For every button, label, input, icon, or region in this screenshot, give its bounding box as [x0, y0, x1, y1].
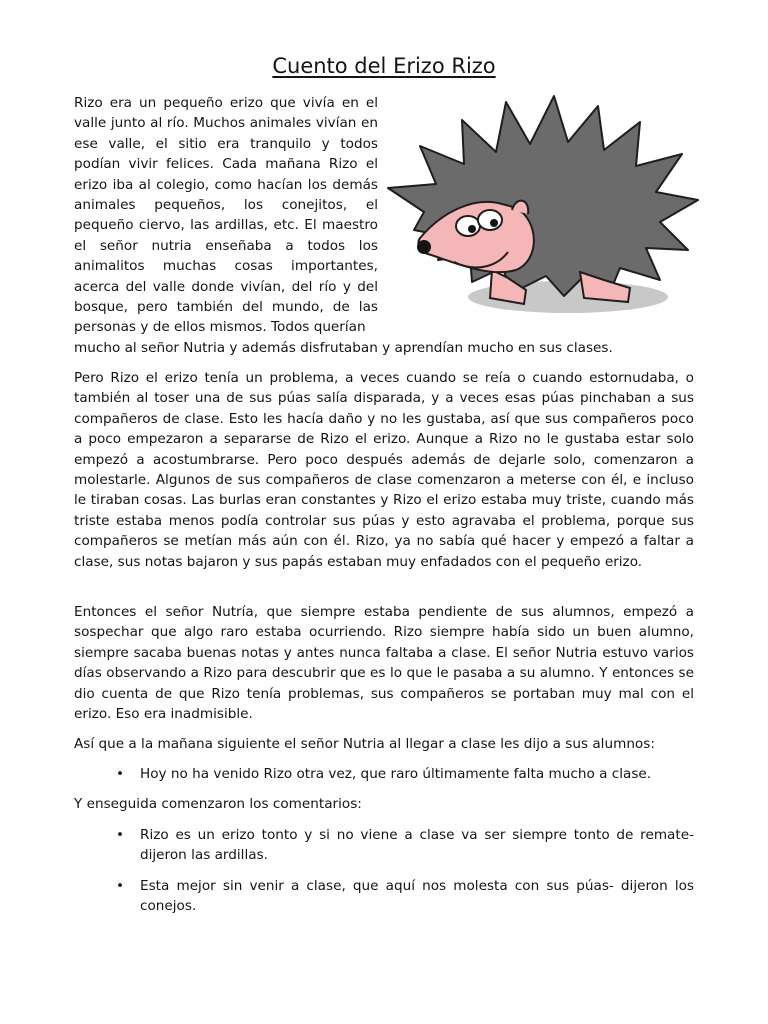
- bullet-icon: •: [116, 827, 125, 843]
- hedgehog-eye-left: [456, 216, 480, 236]
- hedgehog-nose: [417, 240, 431, 254]
- hedgehog-spines: [388, 96, 698, 296]
- hedgehog-pupil-right: [490, 219, 498, 227]
- paragraph-intro-continued: mucho al señor Nutria y además disfrutaban y aprendían mucho en sus clases.: [74, 340, 613, 356]
- hedgehog-illustration: [384, 92, 700, 314]
- list-item-text: Hoy no ha venido Rizo otra vez, que raro últimamente falta mucho a clase.: [140, 766, 652, 782]
- hedgehog-pupil-left: [468, 225, 476, 233]
- list-item: [116, 764, 694, 784]
- bullet-icon: •: [116, 878, 125, 894]
- hedgehog-eye-right: [478, 210, 502, 230]
- list-item-text: Rizo es un erizo tonto y si no viene a clase va ser siempre tonto de remate- dijeron las ardillas.: [140, 827, 694, 864]
- paragraph-intro: Rizo era un pequeño erizo que vivía en el valle junto al río. Muchos animales vivían en ese valle, el sitio era tranquilo y todos podían vivir felices. Cada mañana Rizo el erizo iba al colegio, como hacían los demás animales pequeños, los conejitos, el pequeño ciervo, las ardillas, etc. El maestro el señor nutria enseñaba a todos los animalitos muchas cosas importantes, acerca del valle donde vivían, del río y del bosque, pero también del mundo, de las personas y de ellos mismos. Todos querían: [74, 95, 378, 336]
- list-item: [116, 876, 694, 917]
- list-item: [116, 825, 694, 866]
- paragraph-problem: Pero Rizo el erizo tenía un problema, a veces cuando se reía o cuando estornudaba, o también al toser una de sus púas salía disparada, y a veces esas púas pinchaban a sus compañeros de clase. Esto les hacía daño y no les gustaba, así que sus compañeros poco a poco empezaron a separarse de Rizo el erizo. Aunque a Rizo no le gustaba estar solo empezó a acostumbrarse. Pero poco después además de dejarle solo, comenzaron a molestarle. Algunos de sus compañeros de clase comenzaron a meterse con él, e incluso le tiraban cosas. Las burlas eran constantes y Rizo el erizo estaba muy triste, cuando más triste estaba menos podía controlar sus púas y esto agravaba el problema, porque sus compañeros se metían más aún con él. Rizo, ya no sabía qué hacer y empezó a faltar a clase, sus notas bajaron y sus papás estaban muy enfadados con el pequeño erizo.: [74, 370, 694, 570]
- paragraph-comments: Y enseguida comenzaron los comentarios:: [74, 796, 362, 812]
- page-title: Cuento del Erizo Rizo: [272, 54, 496, 78]
- bullet-icon: •: [116, 766, 125, 782]
- paragraph-next-morning: Así que a la mañana siguiente el señor Nutria al llegar a clase les dijo a sus alumnos:: [74, 736, 655, 752]
- paragraph-teacher: Entonces el señor Nutría, que siempre estaba pendiente de sus alumnos, empezó a sospechar que algo raro estaba ocurriendo. Rizo siempre había sido un buen alumno, siempre sacaba buenas notas y antes nunca faltaba a clase. El señor Nutria estuvo varios días observando a Rizo para descubrir que es lo que le pasaba a su alumno. Y entonces se dio cuenta de que Rizo tenía problemas, sus compañeros se portaban muy mal con el erizo. Eso era inadmisible.: [74, 604, 694, 723]
- list-item-text: Esta mejor sin venir a clase, que aquí nos molesta con sus púas- dijeron los conejos.: [140, 878, 694, 915]
